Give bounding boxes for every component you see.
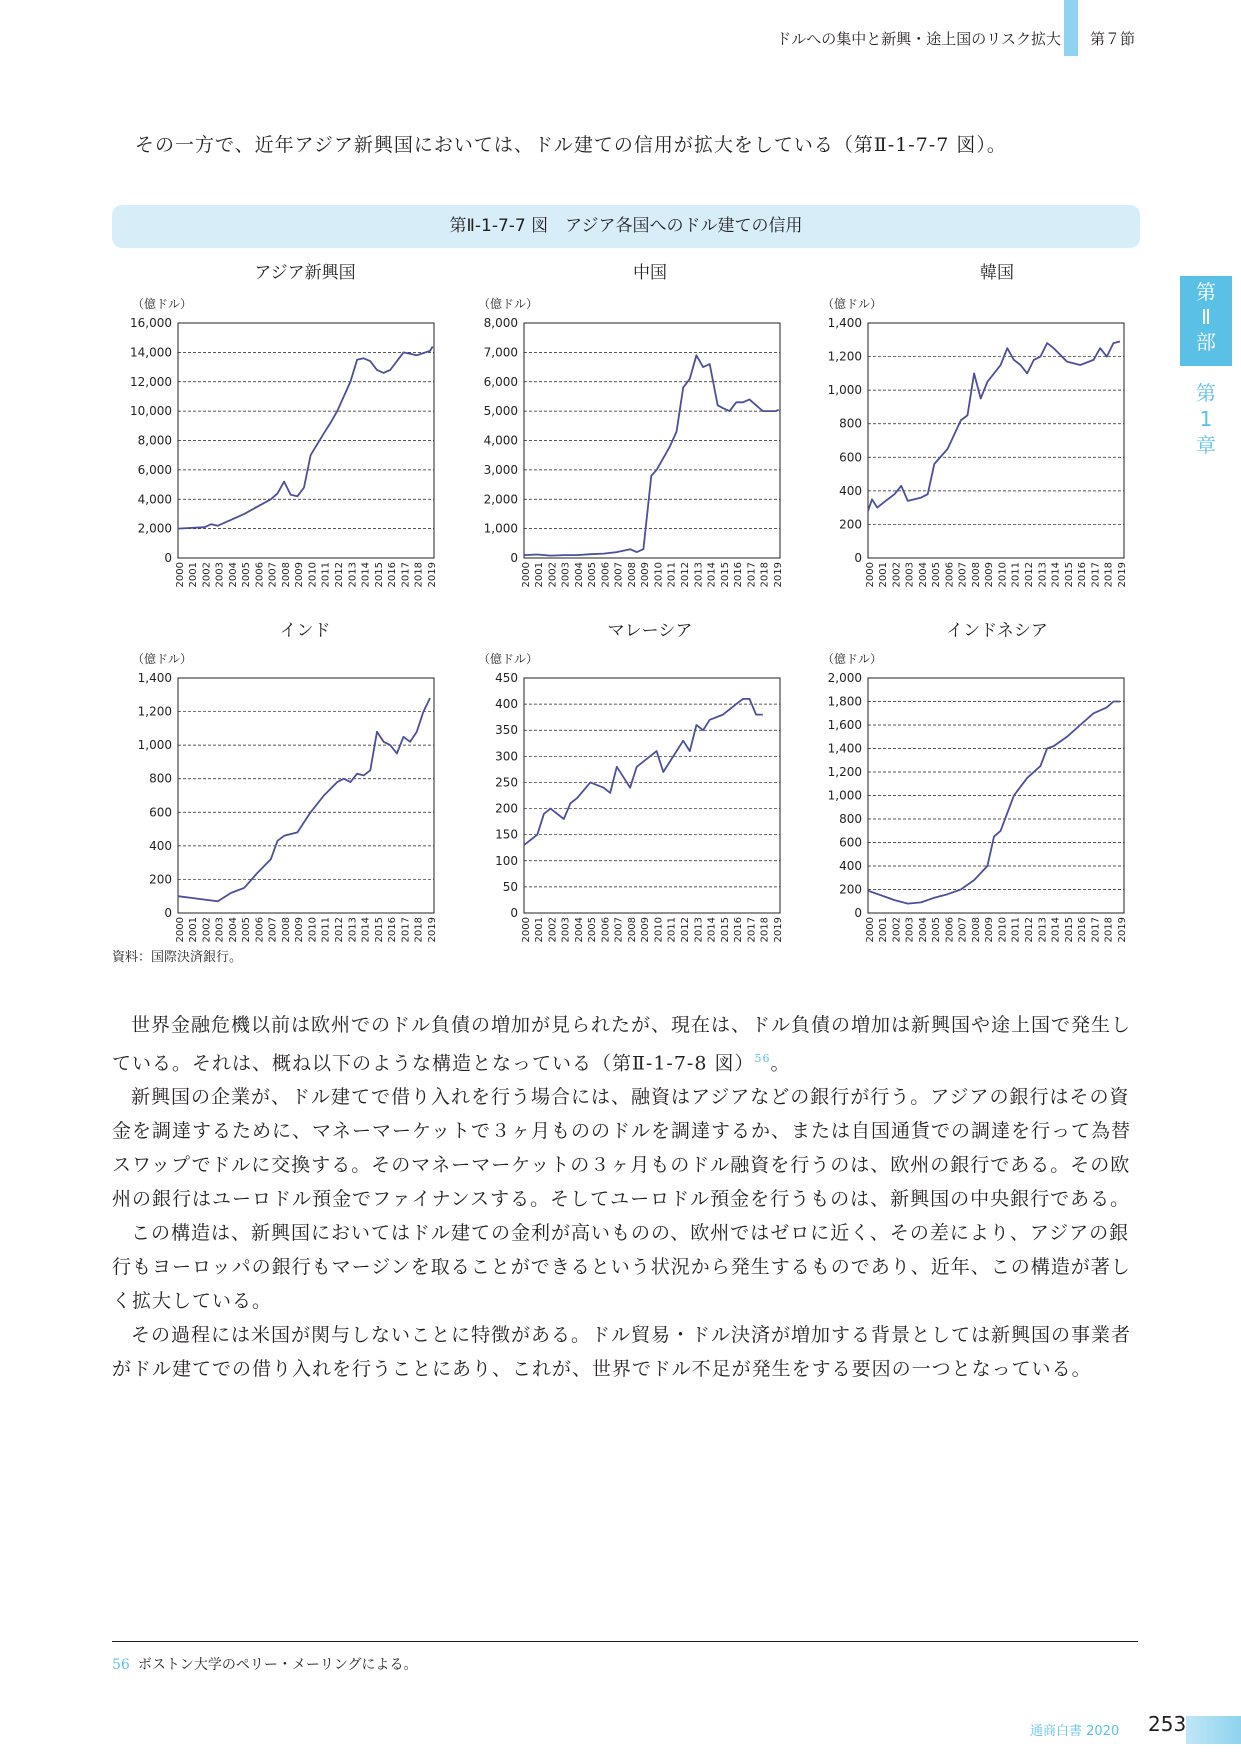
y-tick-label: 150 [495, 827, 518, 842]
x-tick-label: 2018 [759, 562, 771, 588]
y-tick-label: 16,000 [130, 316, 172, 330]
y-tick-label: 800 [839, 812, 862, 826]
y-tick-label: 200 [839, 882, 862, 897]
x-tick-label: 2018 [759, 917, 771, 943]
body-paragraph: 新興国の企業が、ドル建てで借り入れを行う場合には、融資はアジアなどの銀行が行う。アジアの銀行はその資金を調達するために、マネーマーケットで３ヶ月もののドルを調達するか、または自国通貨での調達を行って為替スワップでドルに交換する。そのマネーマーケットの３ヶ月ものドル融資を行うのは、欧州の銀行である。その欧州の銀行はユーロドル預金でファイナンスする。そしてユーロドル預金を行うものは、新興国の中央銀行である。 [112, 1086, 1132, 1211]
y-tick-label: 0 [164, 906, 172, 920]
series-line [868, 702, 1120, 904]
x-tick-label: 2013 [347, 562, 359, 588]
x-tick-label: 2009 [640, 562, 652, 588]
x-tick-label: 2015 [1063, 562, 1075, 588]
x-tick-label: 2011 [666, 562, 678, 588]
y-tick-label: 2,000 [827, 671, 862, 685]
x-tick-label: 2012 [333, 562, 345, 588]
y-tick-label: 1,400 [827, 741, 862, 756]
x-tick-label: 2015 [1063, 917, 1075, 943]
y-tick-label: 14,000 [130, 345, 172, 360]
chart-title: インドネシア [946, 621, 1048, 641]
x-tick-label: 2008 [970, 917, 982, 943]
x-tick-label: 2019 [426, 917, 438, 943]
running-header-section: 第７節 [1090, 30, 1136, 48]
x-tick-label: 2012 [333, 917, 345, 943]
x-tick-label: 2013 [1037, 917, 1049, 943]
body-paragraph: この構造は、新興国においてはドル建ての金利が高いものの、欧州ではゼロに近く、その差により、アジアの銀行もヨーロッパの銀行もマージンを取ることができるという状況から発生するものであり、近年、この構造が著しく拡大している。 [112, 1222, 1131, 1313]
x-tick-label: 2010 [997, 562, 1009, 588]
x-tick-label: 2001 [534, 917, 546, 943]
y-tick-label: 1,200 [137, 704, 172, 719]
x-tick-label: 2006 [600, 917, 612, 943]
y-tick-label: 0 [164, 551, 172, 565]
x-tick-label: 2009 [294, 562, 306, 588]
x-tick-label: 2008 [280, 562, 292, 588]
x-tick-label: 2010 [653, 562, 665, 588]
x-tick-label: 2002 [201, 562, 213, 588]
x-tick-label: 2002 [891, 917, 903, 943]
y-tick-label: 6,000 [137, 462, 172, 477]
x-tick-label: 2015 [373, 917, 385, 943]
x-tick-label: 2007 [613, 917, 625, 943]
y-tick-label: 800 [839, 416, 862, 431]
plot-frame [178, 678, 434, 913]
x-tick-label: 2002 [547, 917, 559, 943]
x-tick-label: 2002 [891, 562, 903, 588]
x-tick-label: 2009 [984, 917, 996, 943]
x-tick-label: 2019 [772, 562, 784, 588]
x-tick-label: 2018 [1103, 562, 1115, 588]
x-tick-label: 2013 [347, 917, 359, 943]
x-tick-label: 2015 [719, 917, 731, 943]
side-tab-part-char: Ⅱ [1201, 305, 1211, 329]
x-tick-label: 2016 [387, 562, 399, 588]
x-tick-label: 2015 [719, 562, 731, 588]
x-tick-label: 2013 [693, 917, 705, 943]
x-tick-label: 2014 [706, 917, 718, 943]
x-tick-label: 2011 [320, 917, 332, 943]
x-tick-label: 2010 [307, 562, 319, 588]
x-tick-label: 2019 [426, 562, 438, 588]
y-tick-label: 2,000 [137, 521, 172, 536]
figure-source: 資料：国際決済銀行。 [112, 950, 243, 965]
x-tick-label: 2012 [1023, 562, 1035, 588]
y-tick-label: 200 [495, 801, 518, 816]
y-tick-label: 50 [502, 879, 518, 894]
y-tick-label: 1,400 [827, 316, 862, 330]
x-tick-label: 2017 [1090, 917, 1102, 943]
y-tick-label: 7,000 [483, 345, 518, 360]
x-tick-label: 2017 [746, 917, 758, 943]
x-tick-label: 2011 [666, 917, 678, 943]
x-tick-label: 2005 [241, 562, 253, 588]
y-tick-label: 1,200 [827, 765, 862, 779]
y-tick-label: 1,000 [827, 788, 862, 803]
x-tick-label: 2010 [307, 917, 319, 943]
y-tick-label: 1,200 [827, 349, 862, 364]
x-tick-label: 2012 [679, 562, 691, 588]
y-tick-label: 300 [495, 749, 518, 764]
body-paragraph [112, 1008, 1142, 1080]
y-tick-label: 200 [149, 872, 172, 887]
series-line [524, 699, 763, 845]
x-tick-label: 2017 [400, 562, 412, 588]
x-tick-label: 2017 [400, 917, 412, 943]
x-tick-label: 2019 [1116, 917, 1128, 943]
y-tick-label: 800 [149, 771, 172, 786]
x-tick-label: 2009 [984, 562, 996, 588]
series-line [178, 347, 433, 529]
x-tick-label: 2012 [1023, 917, 1035, 943]
x-tick-label: 2004 [227, 917, 239, 943]
x-tick-label: 2003 [560, 917, 572, 943]
y-tick-label: 6,000 [483, 374, 518, 389]
x-tick-label: 2001 [188, 562, 200, 588]
x-tick-label: 2014 [1050, 562, 1062, 588]
y-tick-label: 600 [839, 835, 862, 850]
chart-title: インド [279, 621, 331, 641]
y-tick-label: 5,000 [483, 404, 518, 419]
x-tick-label: 2006 [944, 562, 956, 588]
x-tick-label: 2005 [931, 562, 943, 588]
x-tick-label: 2007 [267, 917, 279, 943]
chart-title: アジア新興国 [254, 263, 356, 283]
x-tick-label: 2006 [944, 917, 956, 943]
y-tick-label: 0 [510, 906, 518, 920]
y-tick-label: 8,000 [483, 316, 518, 330]
body-paragraph-text: 世界金融危機以前は欧州でのドル負債の増加が見られたが、現在は、ドル負債の増加は新興国や途上国で発生している。それは、概ね以下のような構造となっている（第Ⅱ-1-7-8 図） [112, 1014, 1132, 1075]
x-tick-label: 2004 [573, 562, 585, 588]
x-tick-label: 2009 [294, 917, 306, 943]
y-tick-label: 8,000 [137, 433, 172, 448]
x-tick-label: 2003 [560, 562, 572, 588]
x-tick-label: 2017 [746, 562, 758, 588]
footnote-ref[interactable]: 56 [754, 1052, 771, 1065]
x-tick-label: 2016 [1077, 917, 1089, 943]
x-tick-label: 2001 [878, 917, 890, 943]
x-tick-label: 2005 [587, 917, 599, 943]
x-tick-label: 2015 [373, 562, 385, 588]
y-tick-label: 3,000 [483, 462, 518, 477]
x-tick-label: 2003 [214, 917, 226, 943]
intro-paragraph: その一方で、近年アジア新興国においては、ドル建ての信用が拡大をしている（第Ⅱ-1-7-7 図）。 [135, 134, 1007, 156]
x-tick-label: 2002 [201, 917, 213, 943]
y-tick-label: 400 [149, 838, 172, 853]
x-tick-label: 2008 [626, 562, 638, 588]
x-tick-label: 2004 [573, 917, 585, 943]
footer-accent-bar [1186, 1716, 1241, 1744]
running-header-title: ドルへの集中と新興・途上国のリスク拡大 [776, 30, 1061, 48]
y-tick-label: 0 [854, 906, 862, 920]
side-tab-chapter-char: 第 [1196, 381, 1216, 405]
x-tick-label: 2017 [1090, 562, 1102, 588]
x-tick-label: 2008 [626, 917, 638, 943]
y-tick-label: 400 [495, 697, 518, 712]
x-tick-label: 2019 [772, 917, 784, 943]
x-tick-label: 2013 [693, 562, 705, 588]
series-line [178, 698, 430, 901]
plot-frame [524, 678, 780, 913]
x-tick-label: 2004 [227, 562, 239, 588]
x-tick-label: 2011 [1010, 917, 1022, 943]
x-tick-label: 2013 [1037, 562, 1049, 588]
body-paragraph: その過程には米国が関与しないことに特徴がある。ドル貿易・ドル決済が増加する背景としては新興国の事業者がドル建てでの借り入れを行うことにあり、これが、世界でドル不足が発生をする要因の一つとなっている。 [112, 1324, 1132, 1381]
x-tick-label: 2011 [1010, 562, 1022, 588]
x-tick-label: 2003 [904, 562, 916, 588]
y-tick-label: 1,600 [827, 718, 862, 732]
x-tick-label: 2014 [360, 917, 372, 943]
y-unit-label: （億ドル） [132, 652, 193, 666]
x-tick-label: 2019 [1116, 562, 1128, 588]
y-unit-label: （億ドル） [478, 297, 539, 311]
y-tick-label: 450 [495, 671, 518, 685]
x-tick-label: 2000 [174, 562, 186, 588]
x-tick-label: 2005 [587, 562, 599, 588]
x-tick-label: 2005 [931, 917, 943, 943]
y-tick-label: 400 [839, 483, 862, 498]
figure-title: 第Ⅱ-1-7-7 図 アジア各国へのドル建ての信用 [112, 205, 1140, 248]
y-tick-label: 0 [854, 551, 862, 565]
x-tick-label: 2006 [600, 562, 612, 588]
y-tick-label: 1,000 [827, 383, 862, 398]
y-unit-label: （億ドル） [822, 297, 883, 311]
side-tab-part-char: 部 [1196, 330, 1216, 354]
x-tick-label: 2007 [267, 562, 279, 588]
side-tab-chapter-char: 章 [1196, 433, 1216, 457]
x-tick-label: 2003 [904, 917, 916, 943]
y-tick-label: 4,000 [483, 433, 518, 448]
x-tick-label: 2016 [733, 562, 745, 588]
x-tick-label: 2010 [653, 917, 665, 943]
x-tick-label: 2000 [520, 562, 532, 588]
plot-frame [868, 323, 1124, 558]
y-unit-label: （億ドル） [478, 652, 539, 666]
x-tick-label: 2018 [1103, 917, 1115, 943]
x-tick-label: 2007 [613, 562, 625, 588]
y-tick-label: 0 [510, 551, 518, 565]
footnote-number: 56 [112, 1657, 130, 1673]
chart-title: 韓国 [980, 263, 1014, 283]
y-tick-label: 12,000 [130, 374, 172, 389]
x-tick-label: 2001 [878, 562, 890, 588]
y-tick-label: 600 [149, 805, 172, 820]
x-tick-label: 2002 [547, 562, 559, 588]
x-tick-label: 2018 [413, 917, 425, 943]
x-tick-label: 2008 [970, 562, 982, 588]
chart-title: マレーシア [607, 621, 693, 641]
footnote-divider [112, 1641, 1138, 1642]
footnote-text: ボストン大学のペリー・メーリングによる。 [137, 1657, 418, 1673]
x-tick-label: 2007 [957, 917, 969, 943]
y-tick-label: 2,000 [483, 492, 518, 507]
y-tick-label: 1,400 [137, 671, 172, 685]
x-tick-label: 2001 [188, 917, 200, 943]
y-tick-label: 1,800 [827, 694, 862, 709]
x-tick-label: 2000 [520, 917, 532, 943]
y-tick-label: 1,000 [137, 738, 172, 753]
chart-title: 中国 [633, 263, 667, 283]
body-paragraph-tail: 。 [770, 1052, 791, 1075]
x-tick-label: 2014 [360, 562, 372, 588]
x-tick-label: 2000 [864, 562, 876, 588]
x-tick-label: 2005 [241, 917, 253, 943]
x-tick-label: 2016 [1077, 562, 1089, 588]
x-tick-label: 2007 [957, 562, 969, 588]
x-tick-label: 2016 [387, 917, 399, 943]
series-line [524, 355, 779, 555]
side-tab-chapter-char: 1 [1199, 407, 1213, 431]
y-unit-label: （億ドル） [132, 297, 193, 311]
page-number: 253 [1148, 1712, 1187, 1736]
y-tick-label: 200 [839, 517, 862, 532]
x-tick-label: 2008 [280, 917, 292, 943]
x-tick-label: 2012 [679, 917, 691, 943]
y-tick-label: 400 [839, 859, 862, 873]
x-tick-label: 2010 [997, 917, 1009, 943]
y-tick-label: 4,000 [137, 492, 172, 507]
y-tick-label: 1,000 [483, 521, 518, 536]
y-tick-label: 600 [839, 450, 862, 465]
side-tab-part-char: 第 [1196, 280, 1216, 304]
y-unit-label: （億ドル） [822, 652, 883, 666]
x-tick-label: 2006 [254, 917, 266, 943]
x-tick-label: 2001 [534, 562, 546, 588]
x-tick-label: 2004 [917, 917, 929, 943]
x-tick-label: 2003 [214, 562, 226, 588]
x-tick-label: 2016 [733, 917, 745, 943]
x-tick-label: 2000 [864, 917, 876, 943]
series-line [868, 342, 1120, 512]
x-tick-label: 2014 [1050, 917, 1062, 943]
x-tick-label: 2000 [174, 917, 186, 943]
x-tick-label: 2006 [254, 562, 266, 588]
y-tick-label: 10,000 [130, 404, 172, 419]
y-tick-label: 350 [495, 723, 518, 738]
x-tick-label: 2011 [320, 562, 332, 588]
y-tick-label: 250 [495, 775, 518, 790]
body-text [112, 1008, 1142, 1386]
footer-book-title: 通商白書 2020 [1030, 1724, 1120, 1739]
x-tick-label: 2018 [413, 562, 425, 588]
x-tick-label: 2009 [640, 917, 652, 943]
y-tick-label: 100 [495, 853, 518, 868]
footnote [112, 1654, 418, 1674]
x-tick-label: 2004 [917, 562, 929, 588]
x-tick-label: 2014 [706, 562, 718, 588]
